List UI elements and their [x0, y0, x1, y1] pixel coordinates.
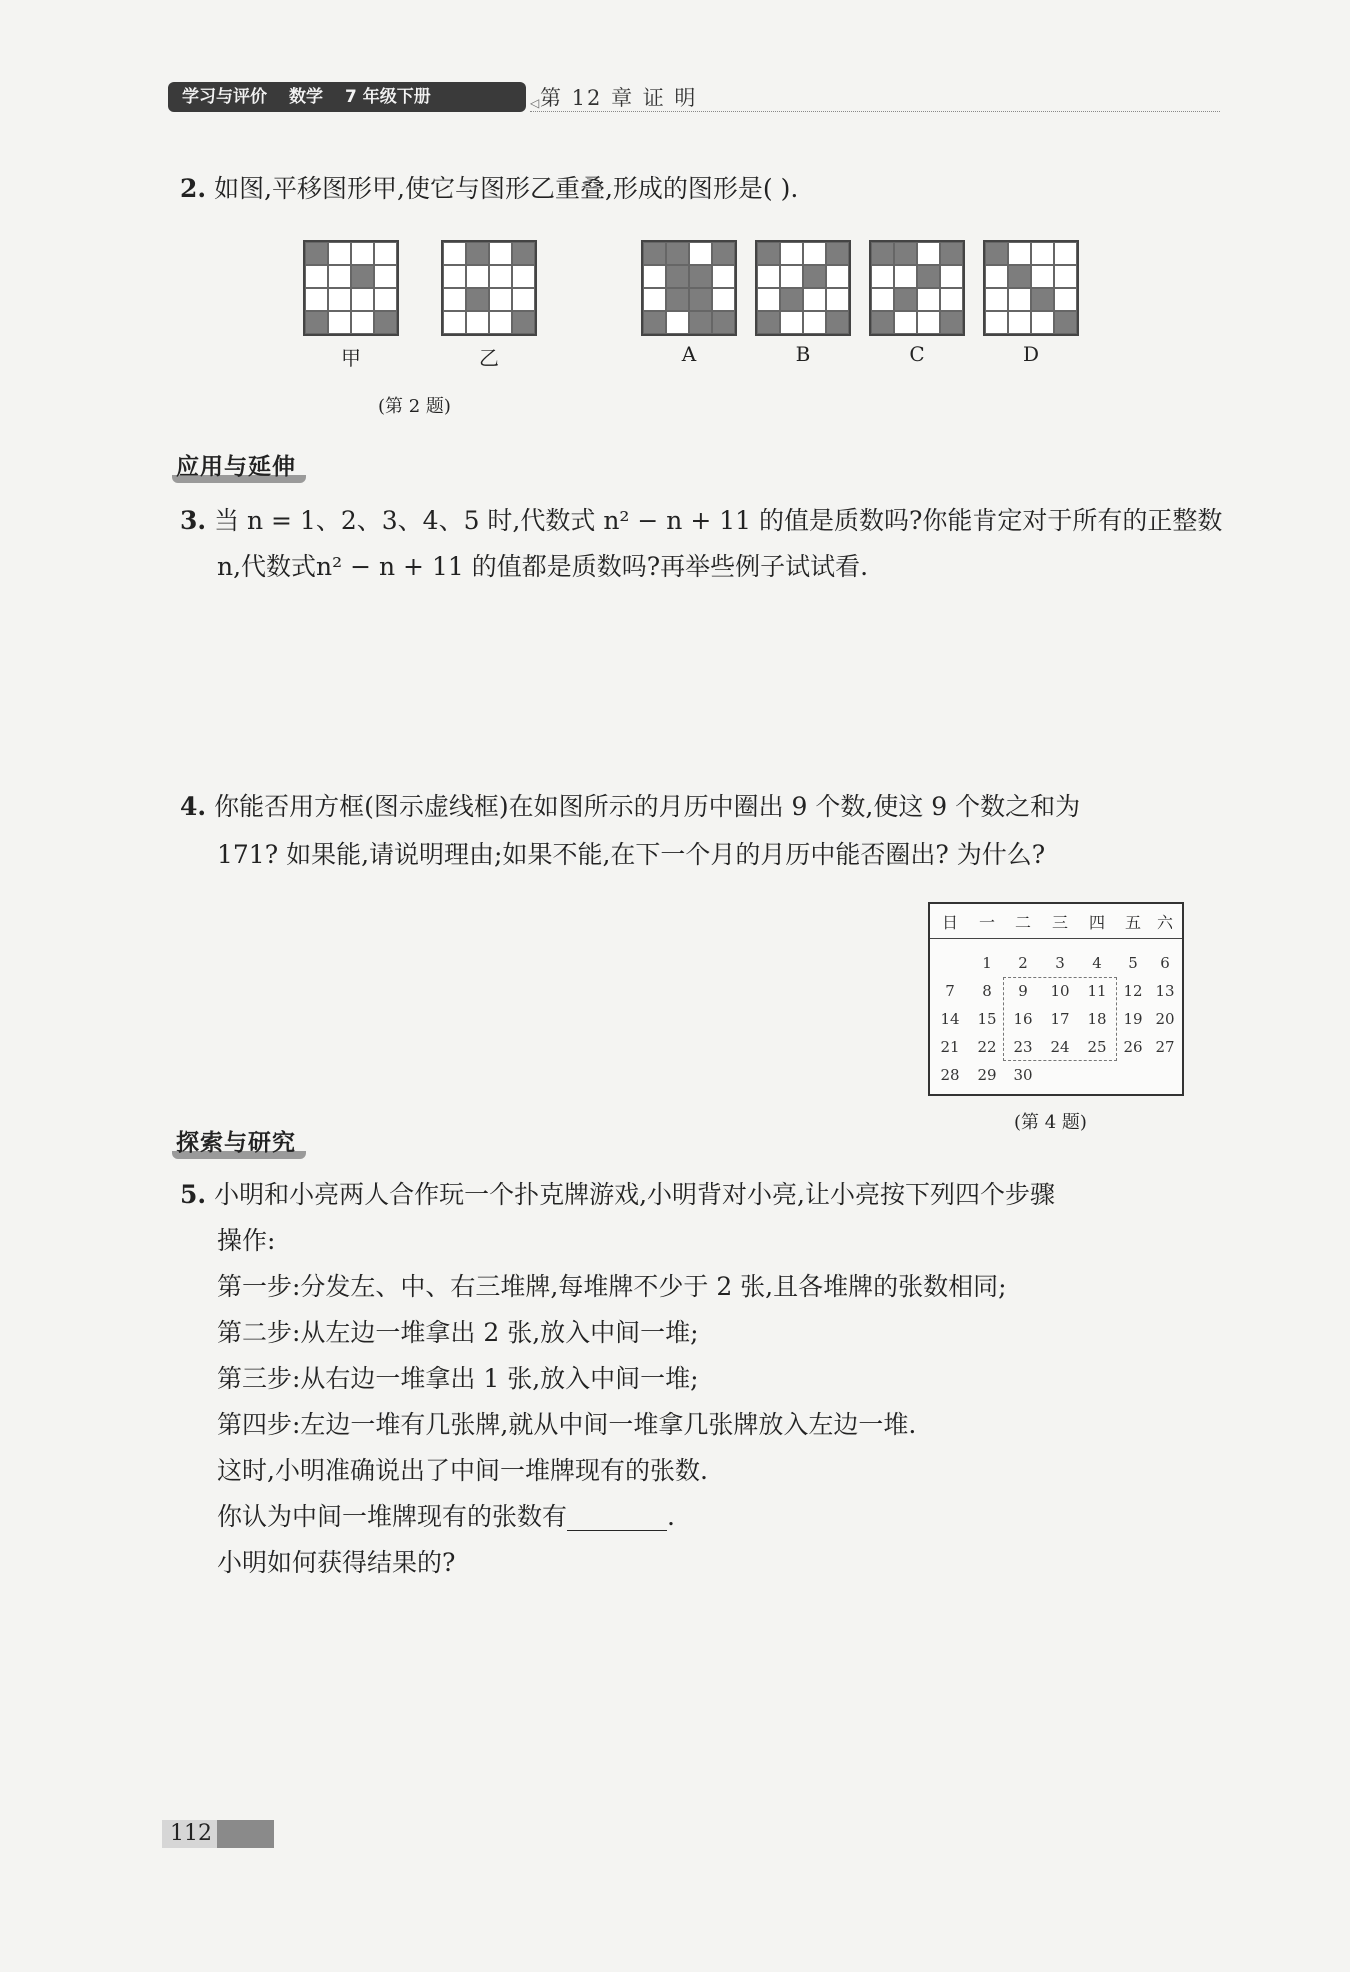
answer-blank-line[interactable]: 你认为中间一堆牌现有的张数有________. — [217, 1502, 675, 1531]
book-title: 学习与评价 — [182, 87, 267, 107]
question-number: 3. — [180, 506, 207, 535]
question-text: 小明和小亮两人合作玩一个扑克牌游戏,小明背对小亮,让小亮按下列四个步骤 — [214, 1180, 1055, 1209]
label-c: C — [909, 342, 925, 366]
question-text: 你能否用方框(图示虚线框)在如图所示的月历中圈出 9 个数,使这 9 个数之和为 — [214, 792, 1081, 821]
question-number: 4. — [180, 792, 207, 821]
calendar-day: 26 — [1123, 1038, 1143, 1056]
label-yi: 乙 — [479, 346, 499, 370]
step-1: 第一步:分发左、中、右三堆牌,每堆牌不少于 2 张,且各堆牌的张数相同; — [217, 1272, 1007, 1301]
calendar-day: 2 — [1018, 954, 1028, 972]
question-5-line-9: 小明如何获得结果的? — [217, 1548, 456, 1577]
question-5-line-7: 这时,小明准确说出了中间一堆牌现有的张数. — [217, 1456, 708, 1485]
question-4 — [180, 790, 1080, 824]
calendar-day: 21 — [940, 1038, 960, 1056]
weekday: 一 — [978, 913, 995, 932]
calendar-day: 1 — [982, 954, 992, 972]
calendar-day: 3 — [1055, 954, 1065, 972]
weekday: 三 — [1051, 913, 1068, 932]
question-3-line-2: n,代数式n² − n + 11 的值都是质数吗?再举些例子试试看. — [217, 552, 869, 581]
calendar-day: 6 — [1160, 954, 1170, 972]
figure-jia — [303, 240, 399, 336]
calendar-day: 23 — [1013, 1038, 1033, 1056]
calendar-day: 16 — [1013, 1010, 1033, 1028]
calendar-day: 11 — [1087, 982, 1107, 1000]
question-number: 5. — [180, 1180, 207, 1209]
question-4-line-2: 171? 如果能,请说明理由;如果不能,在下一个月的月历中能否圈出? 为什么? — [217, 840, 1046, 869]
question-text: 当 n = 1、2、3、4、5 时,代数式 n² − n + 11 的值是质数吗?你能肯定对于所有的正整数 — [214, 506, 1223, 535]
calendar-day: 20 — [1155, 1010, 1175, 1028]
weekday: 六 — [1156, 913, 1173, 932]
label-jia: 甲 — [341, 346, 361, 370]
header-divider — [530, 111, 1220, 112]
figure-yi — [441, 240, 537, 336]
option-a-figure — [641, 240, 737, 336]
question-3 — [180, 504, 1222, 538]
calendar-day: 12 — [1123, 982, 1143, 1000]
label-d: D — [1022, 342, 1040, 366]
weekday: 五 — [1124, 913, 1141, 932]
calendar-day: 27 — [1155, 1038, 1175, 1056]
calendar-day: 22 — [977, 1038, 997, 1056]
section-title: 应用与延伸 — [172, 448, 306, 483]
question-2 — [180, 172, 798, 206]
calendar-day: 4 — [1092, 954, 1102, 972]
calendar-day: 10 — [1050, 982, 1070, 1000]
question-5-line-2: 操作: — [217, 1226, 276, 1255]
label-b: B — [795, 342, 811, 366]
book-header — [168, 82, 526, 112]
weekday: 日 — [941, 913, 958, 932]
grade: 7 年级下册 — [345, 87, 431, 107]
weekday: 二 — [1014, 913, 1031, 932]
subject: 数学 — [289, 87, 323, 107]
option-c-figure — [869, 240, 965, 336]
calendar-day: 8 — [982, 982, 992, 1000]
calendar-day: 13 — [1155, 982, 1175, 1000]
option-b-figure — [755, 240, 851, 336]
calendar-day: 25 — [1087, 1038, 1107, 1056]
calendar-day: 9 — [1018, 982, 1028, 1000]
weekday: 四 — [1088, 913, 1105, 932]
question-text: 如图,平移图形甲,使它与图形乙重叠,形成的图形是( ). — [214, 174, 799, 203]
arrow-left-icon: ◁ — [530, 96, 540, 110]
calendar-day: 14 — [940, 1010, 960, 1028]
calendar-day: 30 — [1013, 1066, 1033, 1084]
option-d-figure — [983, 240, 1079, 336]
calendar-day: 19 — [1123, 1010, 1143, 1028]
question-5 — [180, 1178, 1055, 1212]
label-a: A — [681, 342, 697, 366]
step-4: 第四步:左边一堆有几张牌,就从中间一堆拿几张牌放入左边一堆. — [217, 1410, 917, 1439]
calendar-day: 24 — [1050, 1038, 1070, 1056]
calendar-day: 29 — [977, 1066, 997, 1084]
step-2: 第二步:从左边一堆拿出 2 张,放入中间一堆; — [217, 1318, 699, 1347]
calendar-day: 17 — [1050, 1010, 1070, 1028]
calendar-day: 5 — [1128, 954, 1138, 972]
step-3: 第三步:从右边一堆拿出 1 张,放入中间一堆; — [217, 1364, 699, 1393]
question-number: 2. — [180, 174, 207, 203]
calendar — [928, 902, 1184, 1096]
chapter-title: 第 12 章 证 明 — [540, 86, 698, 110]
calendar-day: 18 — [1087, 1010, 1107, 1028]
calendar-day: 7 — [945, 982, 955, 1000]
figure-caption: (第 4 题) — [1014, 1112, 1087, 1133]
calendar-day: 28 — [940, 1066, 960, 1084]
figure-caption: (第 2 题) — [378, 396, 451, 417]
calendar-header — [930, 904, 1182, 939]
page-number: 112 — [170, 1821, 212, 1846]
section-title: 探索与研究 — [172, 1124, 306, 1159]
calendar-day: 15 — [977, 1010, 997, 1028]
